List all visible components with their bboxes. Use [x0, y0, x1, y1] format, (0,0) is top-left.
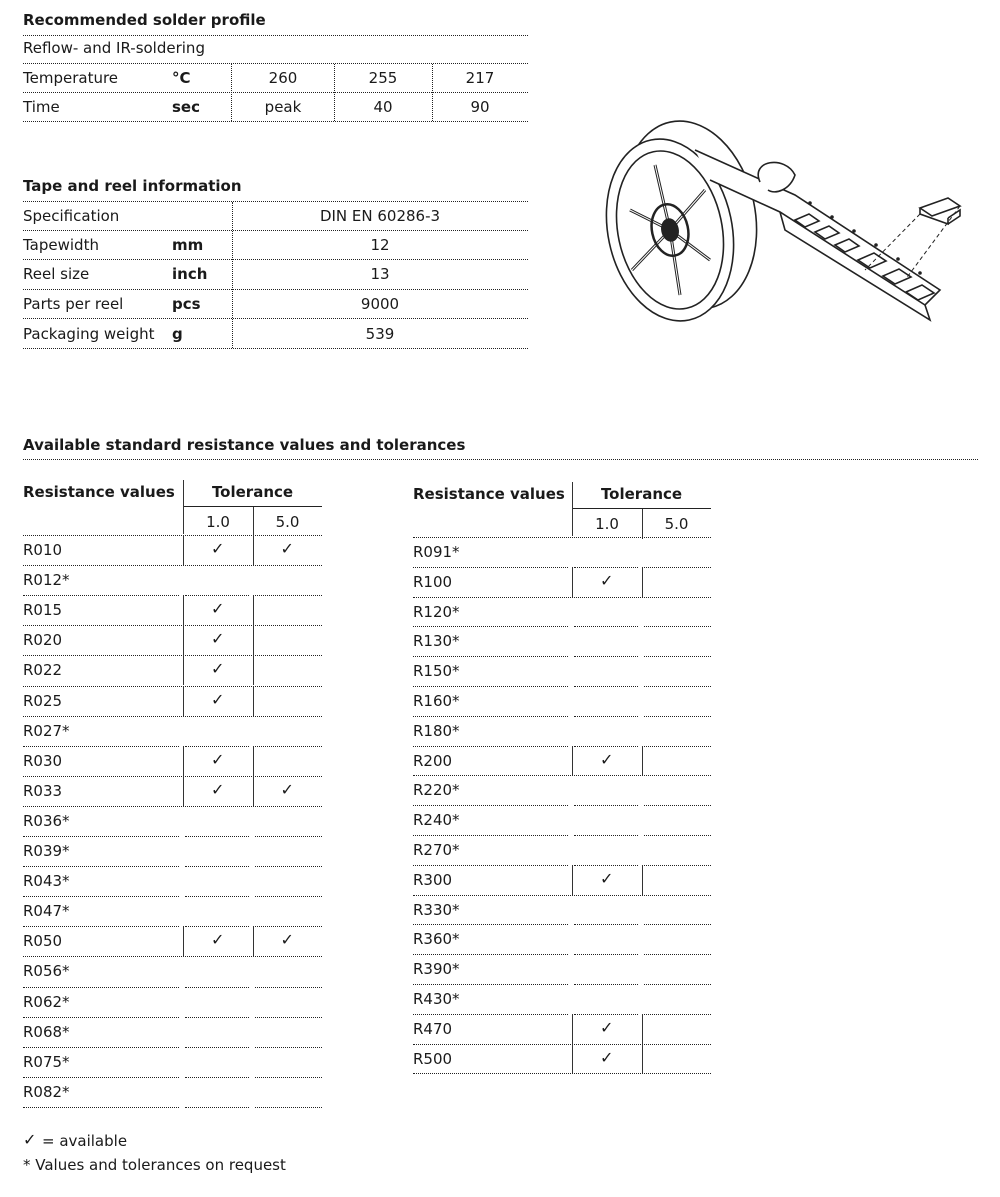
column-separator [183, 535, 184, 565]
column-separator [642, 1044, 643, 1074]
tolerance-1-header: 1.0 [206, 513, 230, 531]
resistance-value: R100 [413, 572, 453, 591]
divider [23, 866, 179, 867]
column-separator [572, 1044, 573, 1074]
divider [185, 1017, 249, 1018]
divider [574, 835, 638, 836]
resistance-value: R240* [413, 811, 460, 830]
solder-method: Reflow- and IR-soldering [23, 39, 205, 57]
tapewidth-label: Tapewidth [23, 236, 99, 254]
divider [644, 626, 711, 627]
resistance-value: R330* [413, 900, 460, 919]
divider [185, 926, 249, 927]
tape-reel-icon [600, 120, 980, 350]
packaging-weight-label: Packaging weight [23, 325, 155, 343]
divider [255, 1107, 322, 1108]
divider [23, 318, 528, 319]
column-separator [253, 746, 254, 776]
resistance-value: R120* [413, 602, 460, 621]
divider [255, 746, 322, 747]
divider [185, 595, 249, 596]
column-header: Resistance values [23, 483, 175, 501]
column-separator [253, 926, 254, 956]
divider [185, 1077, 249, 1078]
resistance-value: R047* [23, 902, 70, 921]
divider [413, 895, 711, 896]
divider [185, 866, 249, 867]
check-icon: ✓ [211, 930, 225, 950]
divider [574, 716, 638, 717]
column-separator [642, 746, 643, 776]
resistance-value: R150* [413, 662, 460, 681]
divider [574, 805, 638, 806]
divider [23, 686, 322, 687]
divider [255, 896, 322, 897]
resistance-value: R091* [413, 543, 460, 561]
divider [23, 348, 528, 349]
divider [23, 92, 528, 93]
column-separator [253, 776, 254, 806]
divider [413, 537, 711, 538]
divider [413, 626, 568, 627]
resistance-value: R270* [413, 841, 460, 859]
divider [413, 656, 568, 657]
check-icon: ✓ [600, 570, 614, 590]
divider [413, 567, 568, 568]
resistance-value: R200 [413, 751, 453, 770]
resistance-value: R027* [23, 721, 70, 740]
resistance-value: R075* [23, 1052, 70, 1071]
reel-size-unit: inch [172, 265, 208, 283]
time-value: peak [264, 98, 302, 116]
divider [255, 595, 322, 596]
divider [413, 835, 568, 836]
divider [23, 459, 978, 460]
tapewidth-value: 12 [370, 236, 390, 254]
column-header: Resistance values [413, 485, 565, 503]
resistance-value: R056* [23, 962, 70, 981]
time-value: 90 [470, 98, 490, 116]
resistance-value: R360* [413, 930, 460, 949]
divider [574, 567, 638, 568]
check-icon: ✓ [280, 930, 294, 950]
divider [574, 984, 638, 985]
divider [644, 567, 711, 568]
check-icon: ✓ [600, 1047, 614, 1067]
divider [574, 656, 638, 657]
resistance-value: R300 [413, 870, 453, 889]
divider [255, 836, 322, 837]
divider [644, 924, 711, 925]
divider [23, 926, 179, 927]
resistance-value: R130* [413, 632, 460, 651]
check-icon: ✓ [280, 779, 294, 799]
divider [644, 716, 711, 717]
divider [255, 1047, 322, 1048]
column-separator [183, 595, 184, 625]
divider [255, 987, 322, 988]
divider [23, 896, 179, 897]
divider [413, 865, 568, 866]
temperature-unit: °C [172, 69, 191, 87]
divider [574, 686, 638, 687]
resistance-value: R022 [23, 661, 63, 680]
packaging-weight-value: 539 [365, 325, 395, 343]
divider [644, 1014, 711, 1015]
column-separator [253, 655, 254, 685]
parts-per-reel-label: Parts per reel [23, 295, 124, 313]
divider [23, 35, 528, 36]
divider [23, 63, 528, 64]
resistance-value: R010 [23, 541, 63, 559]
temperature-value: 255 [368, 69, 398, 87]
packaging-weight-unit: g [172, 325, 183, 343]
parts-per-reel-unit: pcs [172, 295, 201, 313]
resistance-value: R030 [23, 751, 63, 770]
column-separator [572, 865, 573, 895]
column-separator [642, 1014, 643, 1044]
solder-profile-title: Recommended solder profile [23, 11, 266, 29]
divider [644, 984, 711, 985]
divider [644, 865, 711, 866]
check-icon: ✓ [211, 779, 225, 799]
time-label: Time [23, 98, 60, 116]
resistance-value: R390* [413, 960, 460, 979]
divider [413, 984, 568, 985]
check-icon: ✓ [211, 749, 225, 769]
check-icon: ✓ [211, 689, 225, 709]
column-separator [183, 746, 184, 776]
divider [23, 535, 322, 536]
resistance-value: R082* [23, 1082, 70, 1101]
divider [23, 565, 322, 566]
reel-size-label: Reel size [23, 265, 90, 283]
divider [413, 1044, 711, 1045]
resistance-value: R470 [413, 1019, 453, 1038]
tapewidth-unit: mm [172, 236, 204, 254]
divider [23, 201, 528, 202]
check-icon: ✓ [600, 868, 614, 888]
divider [644, 835, 711, 836]
resistance-value: R033 [23, 781, 63, 800]
divider [185, 1047, 249, 1048]
temperature-value: 260 [268, 69, 298, 87]
column-separator [253, 535, 254, 565]
column-separator [183, 686, 184, 716]
divider [413, 775, 711, 776]
time-unit: sec [172, 98, 200, 116]
resistance-title: Available standard resistance values and tolerances [23, 436, 466, 454]
resistance-value: R430* [413, 990, 460, 1008]
resistance-value: R050 [23, 932, 63, 951]
check-icon: ✓ [211, 659, 225, 679]
resistance-value: R500 [413, 1049, 453, 1068]
divider [23, 956, 322, 957]
check-icon: ✓ [23, 1130, 37, 1149]
resistance-value: R220* [413, 781, 460, 800]
divider [644, 656, 711, 657]
divider [255, 926, 322, 927]
divider [413, 805, 568, 806]
divider [185, 836, 249, 837]
column-separator [642, 509, 643, 539]
divider [413, 716, 568, 717]
column-separator [253, 686, 254, 716]
divider [23, 987, 179, 988]
divider [255, 1017, 322, 1018]
divider [23, 806, 322, 807]
divider [23, 121, 528, 122]
divider [23, 625, 322, 626]
divider [185, 987, 249, 988]
divider [413, 746, 568, 747]
column-separator [642, 567, 643, 597]
divider [23, 1047, 179, 1048]
divider [23, 259, 528, 260]
divider [413, 686, 568, 687]
divider [413, 1014, 568, 1015]
divider [644, 686, 711, 687]
column-separator [183, 776, 184, 806]
divider [23, 1077, 179, 1078]
tolerance-5-header: 5.0 [275, 513, 300, 531]
resistance-value: R180* [413, 721, 460, 740]
divider [255, 866, 322, 867]
divider [23, 776, 322, 777]
check-icon: ✓ [211, 539, 225, 558]
resistance-value: R036* [23, 811, 70, 830]
resistance-value: R025 [23, 691, 63, 710]
divider [574, 924, 638, 925]
divider [644, 805, 711, 806]
tolerance-1-header: 1.0 [595, 515, 619, 533]
divider [574, 954, 638, 955]
resistance-value: R160* [413, 692, 460, 710]
divider [574, 626, 638, 627]
divider [23, 1017, 179, 1018]
check-icon: ✓ [600, 1017, 614, 1037]
divider [185, 896, 249, 897]
resistance-value: R043* [23, 872, 70, 891]
divider [185, 746, 249, 747]
temperature-label: Temperature [23, 69, 119, 87]
resistance-value: R062* [23, 992, 70, 1011]
legend-available: = available [42, 1132, 128, 1150]
divider [574, 746, 638, 747]
resistance-value: R012* [23, 571, 70, 590]
divider [413, 954, 568, 955]
column-separator [572, 746, 573, 776]
column-separator [231, 64, 232, 121]
column-separator [572, 567, 573, 597]
divider [23, 230, 528, 231]
check-icon: ✓ [211, 629, 225, 649]
column-separator [432, 64, 433, 121]
column-separator [253, 625, 254, 655]
spec-label: Specification [23, 207, 120, 225]
divider [23, 716, 322, 717]
column-separator [253, 595, 254, 625]
divider [644, 954, 711, 955]
divider [255, 1077, 322, 1078]
divider [23, 1107, 179, 1108]
column-separator [334, 64, 335, 121]
divider [574, 865, 638, 866]
resistance-value: R020 [23, 631, 63, 650]
resistance-value: R039* [23, 842, 70, 860]
column-separator [253, 507, 254, 537]
divider [413, 1073, 711, 1074]
tolerance-header: Tolerance [211, 483, 294, 501]
tolerance-5-header: 5.0 [664, 515, 689, 533]
tolerance-header: Tolerance [600, 485, 683, 503]
column-separator [642, 865, 643, 895]
divider [185, 1107, 249, 1108]
divider [413, 597, 711, 598]
column-separator [232, 202, 233, 348]
check-icon: ✓ [600, 749, 614, 769]
column-separator [183, 926, 184, 956]
parts-per-reel-value: 9000 [360, 295, 400, 313]
temperature-value: 217 [465, 69, 495, 87]
column-separator [183, 625, 184, 655]
divider [644, 746, 711, 747]
spec-value: DIN EN 60286-3 [319, 207, 441, 225]
divider [574, 1014, 638, 1015]
check-icon: ✓ [211, 599, 225, 619]
legend-on-request: * Values and tolerances on request [23, 1156, 286, 1174]
column-separator [572, 1014, 573, 1044]
resistance-value: R015 [23, 601, 63, 620]
column-separator [183, 655, 184, 685]
resistance-value: R068* [23, 1022, 70, 1041]
tape-reel-title: Tape and reel information [23, 177, 242, 195]
time-value: 40 [373, 98, 393, 116]
divider [23, 746, 179, 747]
divider [23, 595, 179, 596]
divider [23, 836, 179, 837]
reel-size-value: 13 [370, 265, 390, 283]
divider [413, 924, 568, 925]
divider [23, 655, 322, 656]
check-icon: ✓ [280, 539, 294, 558]
divider [23, 289, 528, 290]
